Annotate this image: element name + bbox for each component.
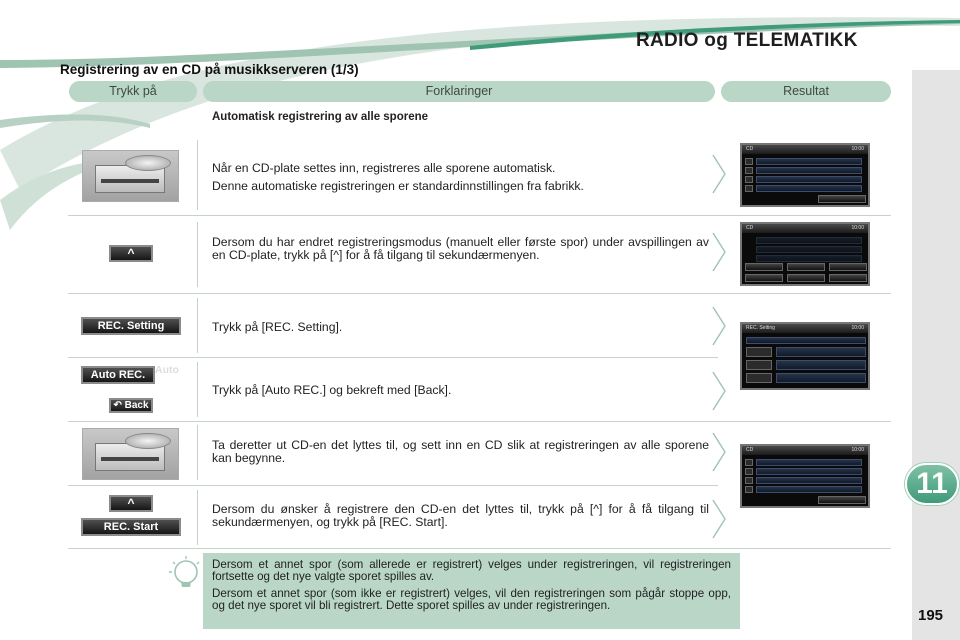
column-separator [197, 140, 198, 210]
row-1-paragraph-1: Når en CD-plate settes inn, registreres alle sporene automatisk. [212, 161, 556, 175]
cd-slot-icon [82, 428, 179, 480]
column-separator [197, 425, 198, 480]
column-separator [197, 362, 198, 417]
note-paragraph-1: Dersom et annet spor (som allerede er registrert) velges under registreringen, vil registreringen fortsette og det nye valgte sporet spilles av. [212, 558, 731, 583]
row-4-text: Trykk på [Auto REC.] og bekreft med [Back]. [212, 383, 452, 397]
row-5-text: Ta deretter ut CD-en det lyttes til, og sett inn en CD slik at registreringen av alle sporene kan begynne. [212, 438, 709, 465]
row-separator [68, 421, 891, 422]
note-paragraph-2: Dersom et annet spor (som ikke er registrert) velges, vil den registreringen som pågår stoppe opp, og det nye sporet vil bli registrert. Dette sporet spilles av under registreringen. [212, 587, 731, 612]
column-header-result: Resultat [721, 81, 891, 102]
page-number: 195 [918, 607, 944, 624]
column-separator [197, 222, 198, 287]
column-separator [197, 490, 198, 545]
note-box [203, 553, 740, 629]
row-6-text: Dersom du ønsker å registrere den CD-en det lyttes til, trykk på [^] for å få tilgang til sekundærmenyen, og trykk på [REC. Start]. [212, 502, 709, 529]
row-separator [68, 215, 891, 216]
row-1-paragraph-2: Denne automatiske registreringen er standardinnstillingen fra fabrikk. [212, 179, 584, 193]
result-screen-secondary-menu: CD 10:00 [740, 222, 870, 286]
rec-start-button[interactable]: REC. Start [81, 518, 181, 536]
page-heading: Registrering av en CD på musikkserveren (1/3) [60, 62, 359, 77]
result-screen-rec-setting: REC. Setting 10:00 [740, 322, 870, 390]
chevron-right-icon [712, 306, 726, 346]
up-button[interactable]: ^ [109, 245, 153, 262]
result-screen-track-list: CD 10:00 [740, 143, 870, 207]
row-separator [68, 293, 891, 294]
rec-setting-button[interactable]: REC. Setting [81, 317, 181, 335]
row-2-text: Dersom du har endret registreringsmodus (manuelt eller første spor) under avspillingen av en CD-plate, trykk på [^] for å få tilgang til sekundærmenyen. [212, 235, 709, 262]
cd-slot-icon [82, 150, 179, 202]
column-header-press: Trykk på [69, 81, 197, 102]
chevron-right-icon [712, 154, 726, 194]
up-button[interactable]: ^ [109, 495, 153, 512]
result-screen-track-list: CD 10:00 [740, 444, 870, 508]
chapter-badge: 11 [905, 463, 959, 505]
row-separator [68, 357, 718, 358]
chevron-right-icon [712, 432, 726, 472]
back-button[interactable] [109, 398, 153, 413]
auto-rec-button[interactable]: Auto REC. [81, 366, 155, 384]
chevron-right-icon [712, 371, 726, 411]
column-separator [197, 298, 198, 353]
row-3-text: Trykk på [REC. Setting]. [212, 320, 343, 334]
chevron-right-icon [712, 499, 726, 539]
row-separator [68, 485, 718, 486]
subheading: Automatisk registrering av alle sporene [212, 111, 429, 123]
back-arrow-icon: ↶ [113, 400, 122, 411]
section-title: RADIO og TELEMATIKK [636, 30, 858, 51]
row-separator [68, 548, 891, 549]
column-header-explanations: Forklaringer [203, 81, 715, 102]
auto-rec-tail-label: Auto [155, 364, 179, 376]
lightbulb-icon [166, 554, 206, 594]
back-button-label: Back [124, 400, 149, 411]
row-1-text [212, 162, 709, 193]
page-edge-strip [912, 70, 960, 640]
chevron-right-icon [712, 232, 726, 272]
